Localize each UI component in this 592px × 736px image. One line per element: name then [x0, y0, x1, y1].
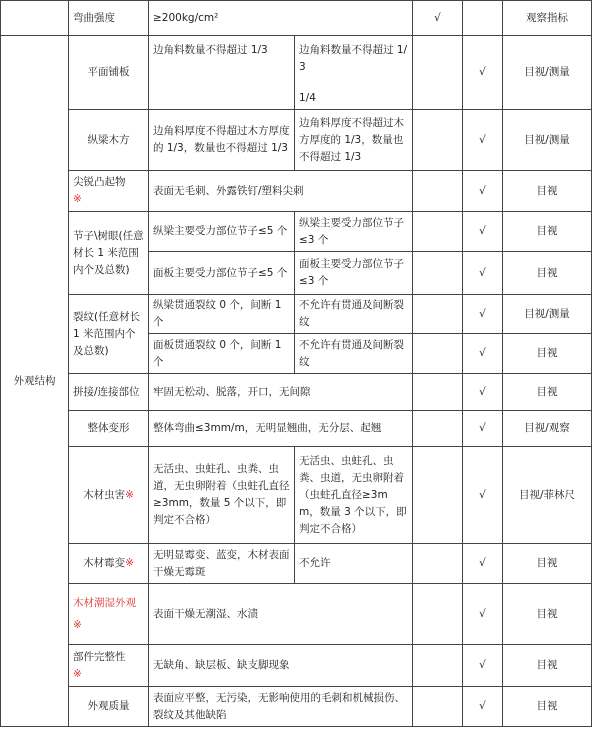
requirement-cell: 整体弯曲≤3mm/m，无明显翘曲，无分层、起翘 — [149, 411, 413, 447]
blank-cell — [413, 295, 463, 334]
check-cell: √ — [463, 110, 503, 171]
item-cell: 整体变形 — [69, 411, 149, 447]
requirement-b-cell: 边角料厚度不得超过木方厚度的 1/3，数量也不得超过 1/3 — [295, 110, 413, 171]
check-cell: √ — [463, 252, 503, 295]
method-cell: 目视 — [503, 171, 592, 212]
method-cell: 目视/测量 — [503, 36, 592, 110]
blank-cell — [413, 212, 463, 252]
blank-cell — [413, 645, 463, 687]
requirement-b-cell: 纵梁主要受力部位节子≤3 个 — [295, 212, 413, 252]
requirement-cell: 表面干燥无潮湿、水渍 — [149, 584, 413, 645]
requirement-cell: 无缺角、缺层板、缺支脚现象 — [149, 645, 413, 687]
check-cell: √ — [463, 544, 503, 584]
blank-cell — [413, 544, 463, 584]
method-cell: 目视/测量 — [503, 295, 592, 334]
requirement-cell: 表面应平整，无污染，无影响使用的毛刺和机械损伤、裂纹及其他缺陷 — [149, 687, 413, 727]
item-cell: 拼接/连接部位 — [69, 374, 149, 411]
item-label: 木材虫害 — [83, 488, 126, 501]
item-cell: 裂纹(任意材长 1 米范围内个及总数) — [69, 295, 149, 374]
blank-cell — [413, 110, 463, 171]
key-item-mark: ※ — [125, 488, 134, 501]
item-label: 尖锐凸起物 — [73, 176, 126, 188]
requirement-a-cell: 面板主要受力部位节子≤5 个 — [149, 252, 295, 295]
blank-cell — [413, 252, 463, 295]
check-cell: √ — [463, 36, 503, 110]
requirement-b-cell: 不允许 — [295, 544, 413, 584]
blank-cell — [413, 334, 463, 374]
blank-cell — [463, 1, 503, 36]
requirement-b-line: 边角料数量不得超过 1/3 — [299, 44, 408, 73]
method-cell: 目视/观察 — [503, 411, 592, 447]
requirement-b-cell: 无活虫、虫蛀孔、虫粪、虫道，无虫卵附着（虫蛀孔直径≥3mm，数量 3 个以下，即判定不合格） — [295, 447, 413, 544]
table-row — [1, 645, 592, 687]
blank-cell — [1, 1, 69, 36]
requirement-b-cell — [295, 36, 413, 110]
check-cell: √ — [463, 645, 503, 687]
requirement-cell: 牢固无松动、脱落，开口，无间隙 — [149, 374, 413, 411]
check-cell: √ — [463, 334, 503, 374]
table-row — [1, 374, 592, 411]
table-row — [1, 584, 592, 645]
check-cell: √ — [463, 447, 503, 544]
requirement-b-line: 1/4 — [299, 92, 316, 104]
blank-cell — [413, 374, 463, 411]
item-label: 部件完整性 — [73, 650, 126, 663]
item-cell: 节子\树眼(任意材长 1 米范围内个及总数) — [69, 212, 149, 295]
key-item-mark: ※ — [73, 619, 82, 631]
requirement-b-cell: 不允许有贯通及间断裂纹 — [295, 295, 413, 334]
item-cell — [69, 544, 149, 584]
table-row — [1, 110, 592, 171]
check-cell: √ — [463, 171, 503, 212]
item-cell — [69, 171, 149, 212]
requirement-a-cell: 边角料厚度不得超过木方厚度的 1/3，数量也不得超过 1/3 — [149, 110, 295, 171]
method-cell: 目视 — [503, 374, 592, 411]
table-row — [1, 36, 592, 110]
table-row — [1, 1, 592, 36]
blank-cell — [413, 171, 463, 212]
key-item-mark: ※ — [73, 193, 82, 205]
requirement-a-cell: 无活虫、虫蛀孔、虫粪、虫道，无虫卵附着（虫蛀孔直径≥3mm，数量 5 个以下，即判定不合格） — [149, 447, 295, 544]
method-cell: 目视 — [503, 334, 592, 374]
item-label: 木材霉变 — [83, 557, 126, 569]
check-cell: √ — [413, 1, 463, 36]
method-cell: 目视 — [503, 544, 592, 584]
table-row — [1, 295, 592, 334]
item-cell — [69, 645, 149, 687]
item-cell: 平面铺板 — [69, 36, 149, 110]
check-cell: √ — [463, 212, 503, 252]
requirement-a-cell: 纵梁贯通裂纹 0 个，间断 1 个 — [149, 295, 295, 334]
blank-cell — [413, 687, 463, 727]
check-cell: √ — [463, 411, 503, 447]
item-cell: 外观质量 — [69, 687, 149, 727]
requirement-cell: 表面无毛刺、外露铁钉/塑料尖刺 — [149, 171, 413, 212]
method-cell: 目视 — [503, 212, 592, 252]
method-cell: 目视 — [503, 645, 592, 687]
blank-cell — [413, 447, 463, 544]
method-cell: 目视 — [503, 584, 592, 645]
table-row — [1, 411, 592, 447]
check-cell: √ — [463, 295, 503, 334]
method-cell: 目视/菲林尺 — [503, 447, 592, 544]
category-cell: 外观结构 — [1, 36, 69, 727]
blank-cell — [413, 584, 463, 645]
item-cell: 纵梁木方 — [69, 110, 149, 171]
key-item-mark: ※ — [125, 557, 134, 569]
requirement-a-cell: 无明显霉变、蓝变，木材表面干燥无霉斑 — [149, 544, 295, 584]
requirement-b-cell: 不允许有贯通及间断裂纹 — [295, 334, 413, 374]
check-cell: √ — [463, 374, 503, 411]
table-row — [1, 212, 592, 252]
table-row — [1, 447, 592, 544]
check-cell: √ — [463, 687, 503, 727]
method-cell: 目视/测量 — [503, 110, 592, 171]
blank-cell — [413, 36, 463, 110]
method-cell: 目视 — [503, 252, 592, 295]
requirement-b-cell: 面板主要受力部位节子≤3 个 — [295, 252, 413, 295]
method-cell: 观察指标 — [503, 1, 592, 36]
requirement-a-cell: 面板贯通裂纹 0 个，间断 1 个 — [149, 334, 295, 374]
item-cell — [69, 584, 149, 645]
item-cell — [69, 447, 149, 544]
requirement-cell: ≥200kg/cm² — [149, 1, 413, 36]
requirement-a-cell: 纵梁主要受力部位节子≤5 个 — [149, 212, 295, 252]
table-row — [1, 687, 592, 727]
table-row — [1, 544, 592, 584]
check-cell: √ — [463, 584, 503, 645]
blank-cell — [413, 411, 463, 447]
method-cell: 目视 — [503, 687, 592, 727]
table-row — [1, 171, 592, 212]
item-cell: 弯曲强度 — [69, 1, 149, 36]
key-item-mark: ※ — [73, 667, 82, 680]
item-label: 木材潮湿外观 — [73, 597, 136, 609]
requirement-a-cell: 边角料数量不得超过 1/3 — [149, 36, 295, 110]
